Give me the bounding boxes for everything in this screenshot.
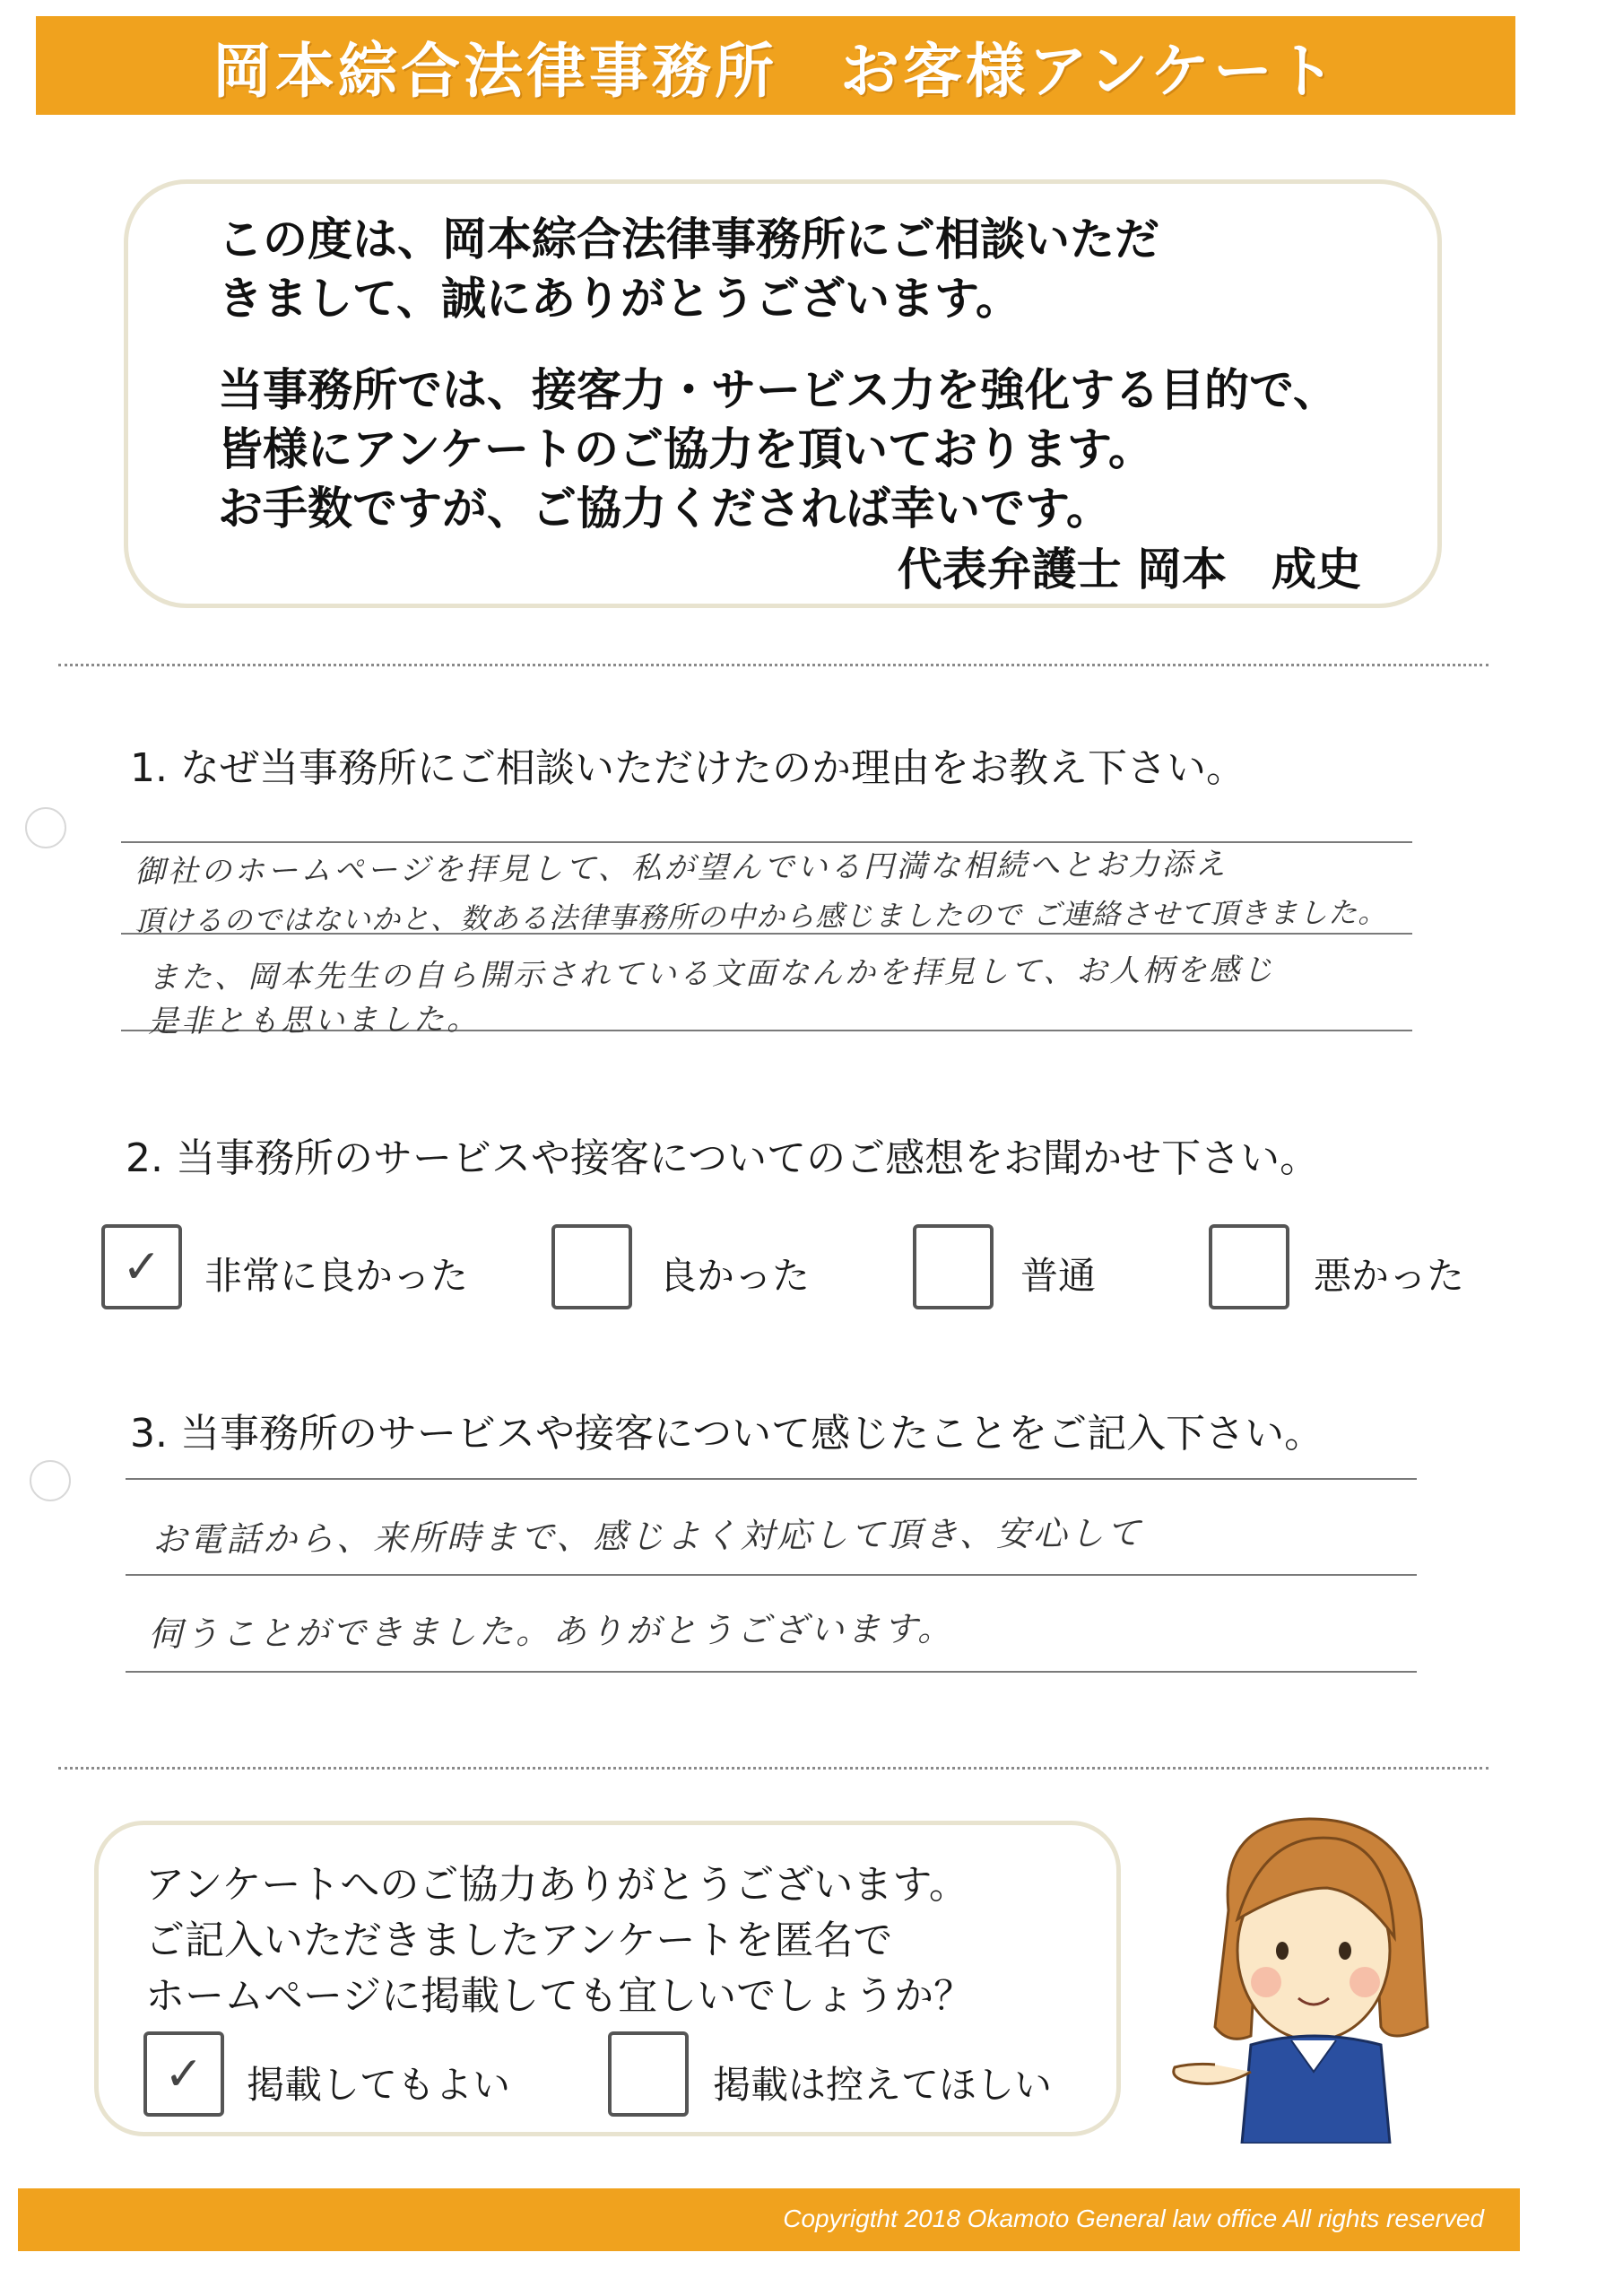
checkbox-good[interactable] [551,1224,632,1309]
checkbox-very-good[interactable]: ✓ [101,1224,182,1309]
binder-hole [30,1460,71,1501]
question-2: 2. 当事務所のサービスや接客についてのご感想をお聞かせ下さい。 [126,1135,1320,1181]
page-title: 岡本綜合法律事務所 お客様アンケート [212,36,1340,106]
option-label: 悪かった [1314,1254,1465,1298]
signature: 代表弁護士 岡本 成史 [897,544,1361,596]
answer-rule [126,1478,1417,1480]
consent-line: アンケートへのご協力ありがとうございます。 [145,1862,968,1908]
binder-hole [25,807,66,848]
consent-box [94,1821,1121,2136]
option-label: 非常に良かった [204,1254,469,1298]
footer-banner [18,2188,1520,2251]
checkbox-bad[interactable] [1209,1224,1289,1309]
answer-rule [126,1671,1417,1673]
section-divider [58,1767,1488,1770]
answer-rule [126,1574,1417,1576]
greeting-box [124,179,1442,608]
option-label: 普通 [1020,1254,1097,1298]
section-divider [58,664,1488,666]
assistant-illustration [1166,1803,1462,2144]
handwritten-answer: 御社のホームページを拝見して、私が望んでいる円満な相続へとお力添え [134,846,1228,891]
greeting-line: きまして、誠にありがとうございます。 [218,273,1020,325]
greeting-line: この度は、岡本綜合法律事務所にご相談いただ [218,213,1159,265]
handwritten-answer: 是非とも思いました。 [147,1001,481,1040]
option-label: 良かった [659,1254,811,1298]
handwritten-answer: 伺うことができました。ありがとうございます。 [147,1608,955,1655]
greeting-line: 当事務所では、接客力・サービス力を強化する目的で、 [218,364,1338,416]
handwritten-answer: 頂けるのではないかと、数ある法律事務所の中から感じましたので ご連絡させて頂きました。 [134,895,1388,938]
consent-line: ご記入いただきましたアンケートを匿名で [145,1918,893,1963]
question-1: 1. なぜ当事務所にご相談いただけたのか理由をお教え下さい。 [130,745,1245,791]
checkbox-normal[interactable] [913,1224,994,1309]
handwritten-answer: また、岡本先生の自ら開示されている文面なんかを拝見して、お人柄を感じ [147,952,1276,996]
question-3: 3. 当事務所のサービスや接客について感じたことをご記入下さい。 [130,1411,1324,1457]
greeting-line: 皆様にアンケートのご協力を頂いております。 [218,423,1153,475]
greeting-line: お手数ですが、ご協力くだされば幸いです。 [218,483,1111,535]
checkbox-publish-ok[interactable]: ✓ [143,2031,224,2117]
header-banner [36,16,1515,115]
consent-line: ホームページに掲載しても宜しいでしょうか？ [145,1973,974,2019]
copyright-text: Copyrigtht 2018 Okamoto General law office All rights reserved [783,2205,1484,2232]
checkbox-publish-decline[interactable] [608,2031,689,2117]
option-label: 掲載してもよい [247,2063,511,2107]
option-label: 掲載は控えてほしい [713,2063,1053,2107]
handwritten-answer: お電話から、来所時まで、感じよく対応して頂き、安心して [152,1513,1143,1560]
